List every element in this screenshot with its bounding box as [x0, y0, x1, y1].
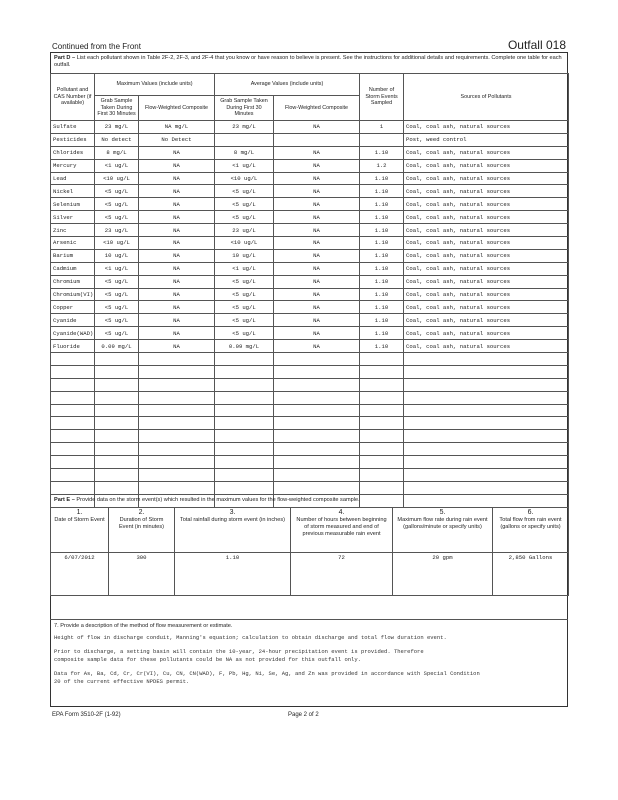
cell-pollutant	[51, 365, 95, 378]
table-row	[51, 172, 569, 185]
table-row	[51, 456, 569, 469]
cell-flow: NA	[139, 262, 215, 275]
cell-grab: 23 mg/L	[95, 121, 139, 134]
cell-pollutant: Pesticides	[51, 133, 95, 146]
part-d-table	[50, 73, 569, 508]
cell-flow: No Detect	[139, 133, 215, 146]
cell-avg-flow: NA	[274, 198, 360, 211]
cell-avg-grab: <1 ug/L	[215, 262, 274, 275]
cell-grab: <5 ug/L	[95, 301, 139, 314]
cell-avg-grab: <1 ug/L	[215, 159, 274, 172]
cell-events	[360, 404, 404, 417]
part-e-col-6	[493, 508, 569, 553]
cell-avg-flow	[274, 378, 360, 391]
cell-flow	[139, 391, 215, 404]
col-max-values: Maximum Values (include units)	[95, 74, 215, 96]
part-e-col-label: Date of Storm Event	[54, 517, 105, 523]
cell-events	[360, 353, 404, 366]
cell-pollutant: Chromium	[51, 275, 95, 288]
cell-avg-flow: NA	[274, 340, 360, 353]
cell-sources	[404, 456, 569, 469]
cell-flow: NA	[139, 172, 215, 185]
cell-sources: Coal, coal ash, natural sources	[404, 185, 569, 198]
cell-avg-grab	[215, 391, 274, 404]
cell-events: 1.10	[360, 275, 404, 288]
cell-avg-grab: 23 ug/L	[215, 224, 274, 237]
part-e-col-number: 2.	[138, 509, 145, 516]
cell-grab: <5 ug/L	[95, 198, 139, 211]
table-row	[51, 327, 569, 340]
cell-flow: NA	[139, 340, 215, 353]
cell-avg-grab	[215, 469, 274, 482]
part-e-col-label: Maximum flow rate during rain event (gallons/minute or specify units)	[397, 517, 488, 530]
part-e-col-5	[393, 508, 493, 553]
part-e-value-5: 20 gpm	[393, 553, 493, 596]
part-e-table	[50, 507, 569, 596]
cell-events: 1.10	[360, 211, 404, 224]
cell-events: 1.10	[360, 327, 404, 340]
cell-flow: NA	[139, 301, 215, 314]
cell-avg-grab: 8 mg/L	[215, 146, 274, 159]
cell-flow: NA	[139, 249, 215, 262]
cell-avg-flow: NA	[274, 185, 360, 198]
cell-avg-grab	[215, 456, 274, 469]
table-row	[51, 391, 569, 404]
cell-avg-flow: NA	[274, 288, 360, 301]
cell-avg-flow: NA	[274, 275, 360, 288]
flow-measurement-section	[50, 619, 568, 707]
cell-grab: <5 ug/L	[95, 275, 139, 288]
outfall-number: Outfall 018	[507, 38, 566, 52]
flow-measurement-text-line: Prior to discharge, a setting basin will contain the 10-year, 24-hour precipitation event is provided. Therefore	[54, 648, 424, 655]
cell-events	[360, 391, 404, 404]
part-e-col-3	[175, 508, 291, 553]
cell-avg-grab	[215, 404, 274, 417]
part-e-col-number: 3.	[229, 509, 236, 516]
table-row	[51, 198, 569, 211]
cell-avg-grab: <5 ug/L	[215, 288, 274, 301]
cell-grab	[95, 469, 139, 482]
cell-sources: Coal, coal ash, natural sources	[404, 172, 569, 185]
table-row	[51, 353, 569, 366]
cell-sources	[404, 378, 569, 391]
cell-avg-flow	[274, 391, 360, 404]
cell-sources	[404, 469, 569, 482]
cell-grab	[95, 391, 139, 404]
cell-avg-flow	[274, 353, 360, 366]
cell-grab: 0.09 mg/L	[95, 340, 139, 353]
cell-avg-flow	[274, 417, 360, 430]
cell-grab: <5 ug/L	[95, 327, 139, 340]
cell-events	[360, 417, 404, 430]
cell-flow	[139, 353, 215, 366]
cell-flow	[139, 417, 215, 430]
cell-avg-grab: 10 ug/L	[215, 249, 274, 262]
cell-flow: NA	[139, 211, 215, 224]
part-e-col-2	[109, 508, 175, 553]
cell-events	[360, 133, 404, 146]
cell-events	[360, 378, 404, 391]
cell-grab: No detect	[95, 133, 139, 146]
cell-grab	[95, 417, 139, 430]
cell-sources	[404, 494, 569, 507]
cell-pollutant: Silver	[51, 211, 95, 224]
part-e-value-4: 72	[291, 553, 393, 596]
cell-grab	[95, 443, 139, 456]
table-row	[51, 481, 569, 494]
cell-avg-grab: <10 ug/L	[215, 237, 274, 250]
col-storm-events: Number of Storm Events Sampled	[360, 74, 404, 121]
cell-avg-flow: NA	[274, 211, 360, 224]
table-row	[51, 404, 569, 417]
cell-sources	[404, 443, 569, 456]
cell-avg-grab	[215, 353, 274, 366]
cell-grab: 8 mg/L	[95, 146, 139, 159]
cell-flow	[139, 469, 215, 482]
cell-pollutant: Mercury	[51, 159, 95, 172]
cell-events: 1.10	[360, 340, 404, 353]
part-e-value-6: 2,850 Gallons	[493, 553, 569, 596]
cell-sources: Coal, coal ash, natural sources	[404, 198, 569, 211]
table-row	[51, 378, 569, 391]
part-e-instructions	[54, 497, 360, 503]
cell-grab: <1 ug/L	[95, 262, 139, 275]
part-e-col-label: Number of hours between beginning of storm measured and end of previous measurable rain event	[296, 517, 387, 537]
table-row	[51, 301, 569, 314]
cell-sources: Coal, coal ash, natural sources	[404, 159, 569, 172]
cell-avg-flow: NA	[274, 146, 360, 159]
cell-sources: Coal, coal ash, natural sources	[404, 301, 569, 314]
cell-flow: NA	[139, 288, 215, 301]
table-row	[51, 469, 569, 482]
col-avg-values: Average Values (include units)	[215, 74, 360, 96]
flow-measurement-text-line: 20 of the current effective NPDES permit.	[54, 678, 190, 685]
part-e-value-2: 300	[109, 553, 175, 596]
cell-sources	[404, 481, 569, 494]
cell-grab: <5 ug/L	[95, 314, 139, 327]
col-max-flow: Flow-Weighted Composite	[139, 96, 215, 121]
cell-avg-grab	[215, 378, 274, 391]
cell-events	[360, 443, 404, 456]
table-row	[51, 159, 569, 172]
cell-pollutant	[51, 469, 95, 482]
cell-grab	[95, 456, 139, 469]
cell-events	[360, 430, 404, 443]
cell-avg-grab: 23 mg/L	[215, 121, 274, 134]
cell-avg-flow	[274, 469, 360, 482]
cell-sources: Coal, coal ash, natural sources	[404, 327, 569, 340]
part-e-label: Part E –	[54, 497, 75, 503]
cell-pollutant: Zinc	[51, 224, 95, 237]
cell-avg-grab: <5 ug/L	[215, 275, 274, 288]
table-row	[51, 314, 569, 327]
cell-pollutant: Chlorides	[51, 146, 95, 159]
part-e-col-number: 4.	[338, 509, 345, 516]
cell-avg-grab: <5 ug/L	[215, 301, 274, 314]
cell-events: 1.10	[360, 172, 404, 185]
cell-avg-grab	[215, 481, 274, 494]
table-row	[51, 146, 569, 159]
table-row	[51, 443, 569, 456]
cell-events: 1.10	[360, 146, 404, 159]
cell-flow: NA mg/L	[139, 121, 215, 134]
part-e-text: Provide data on the storm event(s) which resulted in the maximum values for the flow-weighted composite sample.	[76, 497, 360, 503]
cell-avg-flow: NA	[274, 237, 360, 250]
col-avg-flow: Flow-Weighted Composite	[274, 96, 360, 121]
table-row	[51, 365, 569, 378]
table-row	[51, 224, 569, 237]
cell-events: 1	[360, 121, 404, 134]
cell-sources	[404, 365, 569, 378]
cell-avg-flow	[274, 481, 360, 494]
cell-sources	[404, 417, 569, 430]
cell-pollutant: Arsenic	[51, 237, 95, 250]
cell-flow	[139, 365, 215, 378]
cell-sources: Coal, coal ash, natural sources	[404, 146, 569, 159]
cell-grab	[95, 481, 139, 494]
part-e-col-label: Duration of Storm Event (in minutes)	[118, 517, 165, 530]
cell-flow: NA	[139, 327, 215, 340]
col-avg-grab: Grab Sample Taken During First 30 Minutes	[215, 96, 274, 121]
part-e-col-1	[51, 508, 109, 553]
cell-events	[360, 481, 404, 494]
cell-events	[360, 494, 404, 507]
cell-avg-grab	[215, 417, 274, 430]
col-sources: Sources of Pollutants	[404, 74, 569, 121]
cell-flow	[139, 430, 215, 443]
cell-sources: Coal, coal ash, natural sources	[404, 224, 569, 237]
table-row	[51, 340, 569, 353]
flow-measurement-text-line: Height of flow in discharge conduit, Manning's equation; calculation to obtain discharge and total flow duration event.	[54, 634, 447, 641]
cell-flow: NA	[139, 185, 215, 198]
cell-events	[360, 365, 404, 378]
table-row	[51, 417, 569, 430]
part-e-col-number: 5.	[439, 509, 446, 516]
cell-grab	[95, 430, 139, 443]
cell-flow: NA	[139, 314, 215, 327]
cell-grab	[95, 365, 139, 378]
cell-grab	[95, 353, 139, 366]
cell-sources: Coal, coal ash, natural sources	[404, 275, 569, 288]
table-row	[51, 275, 569, 288]
cell-events	[360, 456, 404, 469]
cell-grab	[95, 378, 139, 391]
cell-avg-flow: NA	[274, 262, 360, 275]
cell-pollutant: Sulfate	[51, 121, 95, 134]
cell-sources	[404, 404, 569, 417]
cell-pollutant	[51, 378, 95, 391]
cell-sources: Post, weed control	[404, 133, 569, 146]
cell-sources: Coal, coal ash, natural sources	[404, 121, 569, 134]
cell-sources	[404, 353, 569, 366]
cell-events: 1.10	[360, 314, 404, 327]
cell-sources: Coal, coal ash, natural sources	[404, 237, 569, 250]
cell-grab: <10 ug/L	[95, 237, 139, 250]
page-number: Page 2 of 2	[288, 712, 319, 718]
cell-avg-flow: NA	[274, 121, 360, 134]
cell-sources	[404, 391, 569, 404]
part-d-instructions	[54, 55, 562, 69]
cell-avg-flow	[274, 404, 360, 417]
cell-avg-grab: 0.09 mg/L	[215, 340, 274, 353]
cell-grab: <10 ug/L	[95, 172, 139, 185]
part-e-value-3: 1.10	[175, 553, 291, 596]
cell-avg-grab	[215, 443, 274, 456]
cell-pollutant	[51, 353, 95, 366]
cell-events: 1.10	[360, 237, 404, 250]
flow-measurement-text-line: composite sample data for these pollutants could be NA as not provided for this outfall only.	[54, 656, 361, 663]
cell-grab: <5 ug/L	[95, 211, 139, 224]
cell-flow	[139, 404, 215, 417]
cell-avg-grab: <5 ug/L	[215, 327, 274, 340]
cell-avg-flow	[274, 365, 360, 378]
table-row	[51, 249, 569, 262]
cell-grab: <5 ug/L	[95, 185, 139, 198]
cell-events: 1.10	[360, 224, 404, 237]
cell-events: 1.10	[360, 262, 404, 275]
cell-sources: Coal, coal ash, natural sources	[404, 211, 569, 224]
cell-pollutant: Cadmium	[51, 262, 95, 275]
col-max-grab: Grab Sample Taken During First 30 Minutes	[95, 96, 139, 121]
cell-avg-flow	[274, 133, 360, 146]
table-row	[51, 133, 569, 146]
cell-events: 1.2	[360, 159, 404, 172]
cell-pollutant: Cyanide(WAD)	[51, 327, 95, 340]
table-row	[51, 121, 569, 134]
cell-pollutant	[51, 404, 95, 417]
cell-flow	[139, 481, 215, 494]
cell-avg-flow	[274, 430, 360, 443]
cell-pollutant	[51, 443, 95, 456]
cell-flow	[139, 378, 215, 391]
cell-flow: NA	[139, 237, 215, 250]
cell-events: 1.10	[360, 198, 404, 211]
cell-avg-grab	[215, 430, 274, 443]
cell-avg-grab: <10 ug/L	[215, 172, 274, 185]
cell-avg-grab	[215, 133, 274, 146]
part-e-col-4	[291, 508, 393, 553]
cell-avg-flow: NA	[274, 301, 360, 314]
cell-avg-flow	[274, 456, 360, 469]
cell-flow	[139, 443, 215, 456]
form-number: EPA Form 3510-2F (1-92)	[52, 712, 121, 718]
col-pollutant: Pollutant and CAS Number (if available)	[51, 74, 95, 121]
part-e-value-1: 6/07/2012	[51, 553, 109, 596]
cell-grab: 10 ug/L	[95, 249, 139, 262]
cell-avg-flow: NA	[274, 249, 360, 262]
cell-avg-flow: NA	[274, 327, 360, 340]
cell-flow: NA	[139, 224, 215, 237]
cell-pollutant: Cyanide	[51, 314, 95, 327]
cell-avg-flow	[274, 443, 360, 456]
cell-avg-flow: NA	[274, 314, 360, 327]
table-row	[51, 262, 569, 275]
cell-pollutant	[51, 430, 95, 443]
cell-events: 1.10	[360, 301, 404, 314]
cell-flow	[139, 456, 215, 469]
cell-sources: Coal, coal ash, natural sources	[404, 249, 569, 262]
cell-sources: Coal, coal ash, natural sources	[404, 288, 569, 301]
cell-avg-grab: <5 ug/L	[215, 314, 274, 327]
part-e-col-label: Total flow from rain event (gallons or specify units)	[499, 517, 562, 530]
cell-avg-flow: NA	[274, 224, 360, 237]
cell-avg-grab	[215, 365, 274, 378]
table-row	[51, 237, 569, 250]
cell-sources: Coal, coal ash, natural sources	[404, 262, 569, 275]
part-d-text: List each pollutant shown in Table 2F-2, 2F-3, and 2F-4 that you know or have reason to believe is present. See the instructions for additional details and requirements. Complete one table for each outfall.	[54, 55, 562, 68]
cell-flow: NA	[139, 146, 215, 159]
cell-flow: NA	[139, 275, 215, 288]
cell-pollutant	[51, 417, 95, 430]
cell-events: 1.10	[360, 249, 404, 262]
table-row	[51, 211, 569, 224]
cell-grab: 23 ug/L	[95, 224, 139, 237]
cell-pollutant	[51, 481, 95, 494]
cell-grab	[95, 404, 139, 417]
cell-events	[360, 469, 404, 482]
cell-events: 1.10	[360, 185, 404, 198]
cell-pollutant: Fluoride	[51, 340, 95, 353]
cell-pollutant: Copper	[51, 301, 95, 314]
flow-measurement-text-line: Data for As, Ba, Cd, Cr, Cr(VI), Cu, CN, CN(WAD), F, Pb, Hg, Ni, Se, Ag, and Zn was provided in accordance with Special Condition	[54, 670, 480, 677]
cell-grab: <1 ug/L	[95, 159, 139, 172]
cell-grab: <5 ug/L	[95, 288, 139, 301]
part-e-col-number: 6.	[527, 509, 534, 516]
part-e-col-number: 1.	[76, 509, 83, 516]
cell-pollutant	[51, 456, 95, 469]
cell-pollutant: Selenium	[51, 198, 95, 211]
cell-avg-grab: <5 ug/L	[215, 198, 274, 211]
cell-avg-grab: <5 ug/L	[215, 185, 274, 198]
continued-from-front-label: Continued from the Front	[52, 42, 141, 51]
cell-pollutant: Chromium(VI)	[51, 288, 95, 301]
flow-measurement-question: 7. Provide a description of the method of flow measurement or estimate.	[54, 623, 233, 629]
table-row	[51, 185, 569, 198]
cell-pollutant	[51, 391, 95, 404]
cell-sources: Coal, coal ash, natural sources	[404, 340, 569, 353]
part-e-col-label: Total rainfall during storm event (in inches)	[179, 517, 286, 523]
cell-pollutant: Lead	[51, 172, 95, 185]
cell-sources: Coal, coal ash, natural sources	[404, 314, 569, 327]
cell-flow: NA	[139, 198, 215, 211]
cell-avg-flow: NA	[274, 172, 360, 185]
cell-flow: NA	[139, 159, 215, 172]
cell-pollutant: Barium	[51, 249, 95, 262]
table-row	[51, 288, 569, 301]
cell-avg-grab: <5 ug/L	[215, 211, 274, 224]
cell-avg-flow: NA	[274, 159, 360, 172]
cell-pollutant: Nickel	[51, 185, 95, 198]
cell-events: 1.10	[360, 288, 404, 301]
table-row	[51, 430, 569, 443]
cell-sources	[404, 430, 569, 443]
part-d-label: Part D –	[54, 55, 76, 61]
